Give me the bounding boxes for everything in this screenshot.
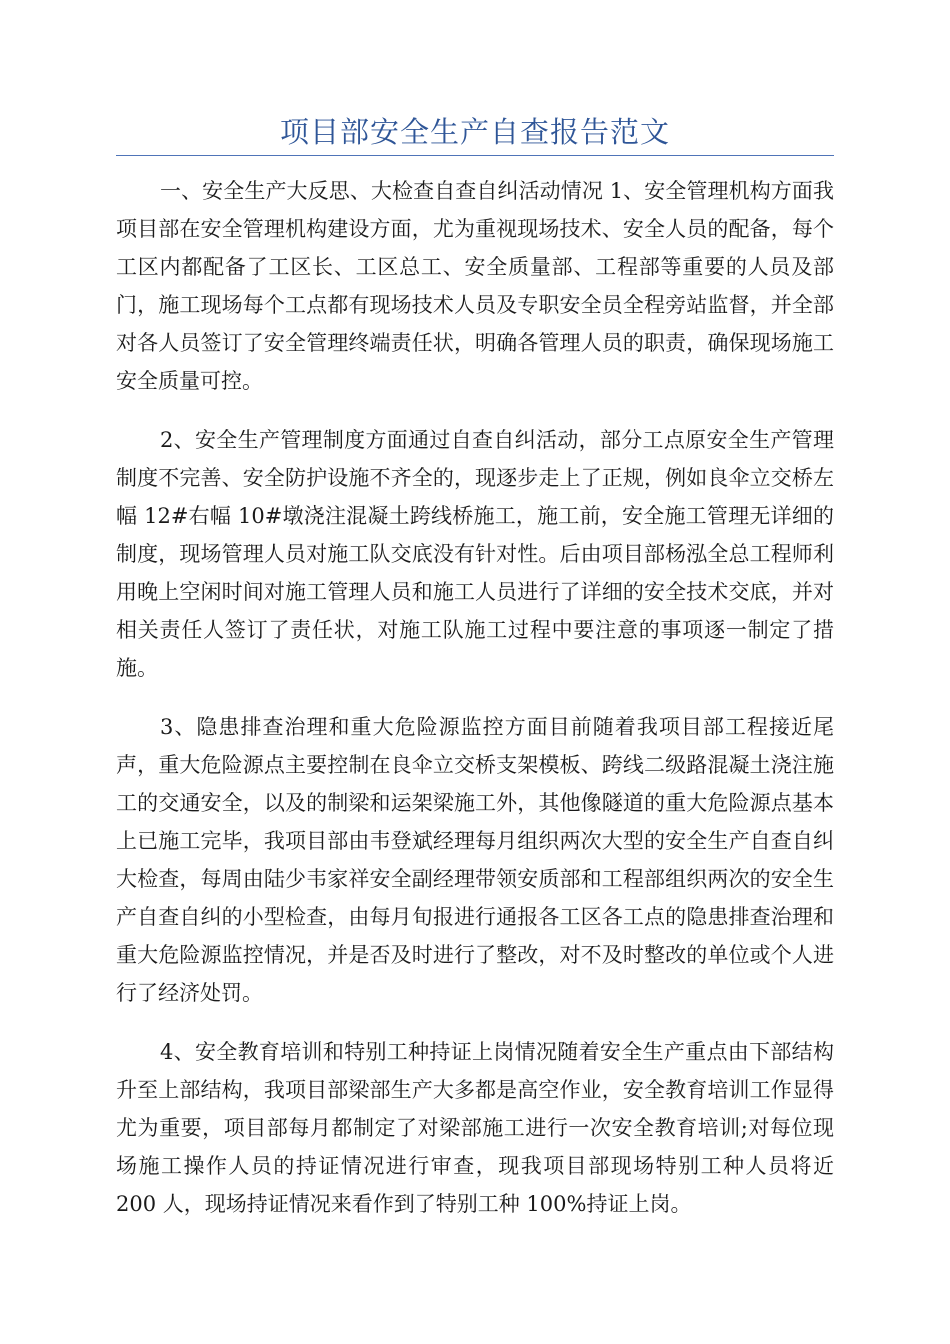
paragraph-4: 4、安全教育培训和特别工种持证上岗情况随着安全生产重点由下部结构升至上部结构，我项目部梁部生产大多都是高空作业，安全教育培训工作显得尤为重要，项目部每月都制定了对梁部施工进行一次安全教育培训;对每位现场施工操作人员的持证情况进行审查，现我项目部现场特别工种人员将近 200 人，现场持证情况来看作到了特别工种 100%持证上岗。 xyxy=(116,1040,834,1216)
paragraph-1: 一、安全生产大反思、大检查自查自纠活动情况 1、安全管理机构方面我项目部在安全管理机构建设方面，尤为重视现场技术、安全人员的配备，每个工区内都配备了工区长、工区总工、安全质量部、工程部等重要的人员及部门，施工现场每个工点都有现场技术人员及专职安全员全程旁站监督，并全部对各人员签订了安全管理终端责任状，明确各管理人员的职责，确保现场施工安全质量可控。 xyxy=(116,179,834,393)
document-body xyxy=(116,172,834,1244)
paragraph-2: 2、安全生产管理制度方面通过自查自纠活动，部分工点原安全生产管理制度不完善、安全防护设施不齐全的，现逐步走上了正规，例如良伞立交桥左幅 12#右幅 10#墩浇注混凝土跨线桥施工，施工前，安全施工管理无详细的制度，现场管理人员对施工队交底没有针对性。后由项目部杨泓全总工程师利用晚上空闲时间对施工管理人员和施工人员进行了详细的安全技术交底，并对相关责任人签订了责任状，对施工队施工过程中要注意的事项逐一制定了措施。 xyxy=(116,428,834,680)
document-title: 项目部安全生产自查报告范文 xyxy=(279,115,670,149)
paragraph-3: 3、隐患排查治理和重大危险源监控方面目前随着我项目部工程接近尾声，重大危险源点主要控制在良伞立交桥支架模板、跨线二级路混凝土浇注施工的交通安全，以及的制梁和运架梁施工外，其他像隧道的重大危险源点基本上已施工完毕，我项目部由韦登斌经理每月组织两次大型的安全生产自查自纠大检查，每周由陆少韦家祥安全副经理带领安质部和工程部组织两次的安全生产自查自纠的小型检查，由每月旬报进行通报各工区各工点的隐患排查治理和重大危险源监控情况，并是否及时进行了整改，对不及时整改的单位或个人进行了经济处罚。 xyxy=(116,715,834,1005)
title-underline xyxy=(116,155,834,156)
